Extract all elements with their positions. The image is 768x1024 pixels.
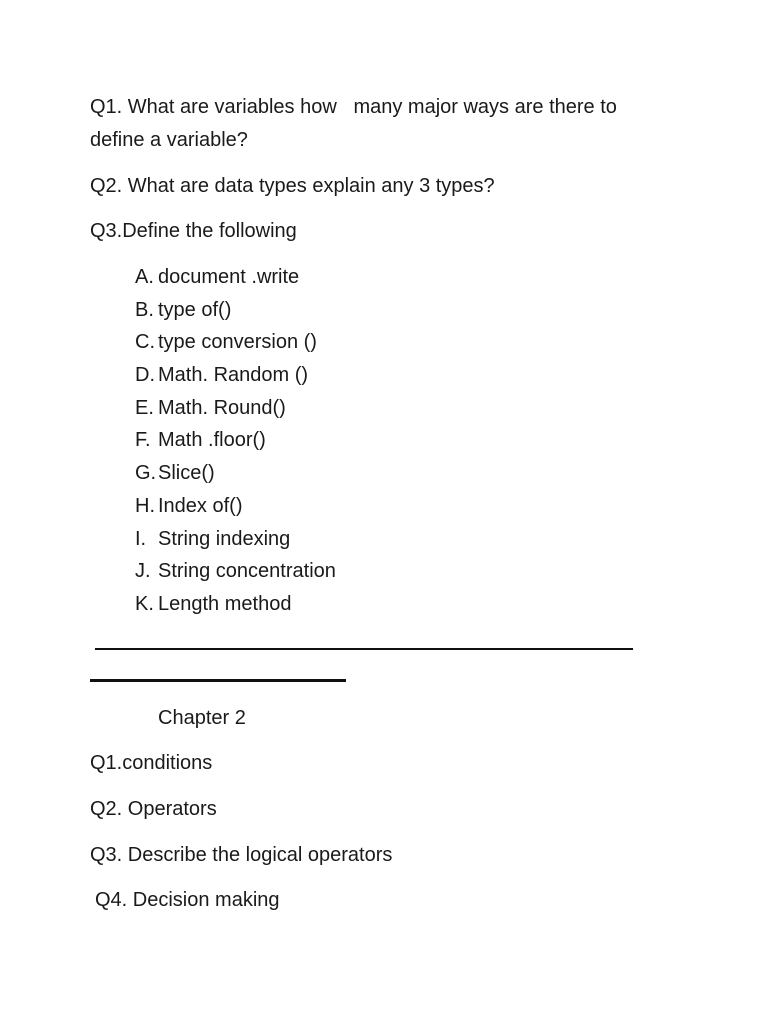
list-marker: E. [135, 396, 154, 419]
list-marker: H. [135, 494, 155, 517]
list-marker: A. [135, 266, 154, 288]
list-marker: K. [135, 592, 154, 615]
question-3: Q3.Define the following [90, 220, 297, 242]
list-marker: I. [135, 527, 147, 550]
list-marker: B. [135, 298, 154, 321]
list-item-text: Index of() [158, 494, 243, 517]
list-item-text: Math. Round() [158, 396, 286, 419]
list-item-text: Math. Random () [158, 364, 309, 387]
list-item-text: Math .floor() [158, 429, 266, 452]
list-item [135, 526, 336, 559]
chapter-2-question-3: Q3. Describe the logical operators [90, 844, 393, 866]
list-item-text: Length method [158, 592, 292, 615]
question-1-line-1: Q1. What are variables how many major ways are there to [90, 96, 617, 118]
list-item [135, 493, 336, 526]
list-item [135, 362, 336, 395]
chapter-2-question-1: Q1.conditions [90, 752, 213, 774]
chapter-2-question-2: Q2. Operators [90, 798, 217, 820]
chapter-2-question-4: Q4. Decision making [95, 889, 280, 911]
list-item [135, 558, 336, 591]
list-item [135, 329, 336, 362]
list-item-text: type conversion () [158, 331, 317, 354]
list-item-text: Slice() [158, 462, 215, 485]
question-1-line-2: define a variable? [90, 129, 248, 151]
divider-line-short [90, 679, 346, 682]
definition-list [135, 264, 336, 624]
list-item [135, 297, 336, 330]
question-2: Q2. What are data types explain any 3 types? [90, 175, 495, 197]
list-item [135, 264, 336, 297]
list-item-text: String concentration [158, 560, 336, 583]
list-item-text: document .write [158, 266, 300, 288]
list-item [135, 427, 336, 460]
chapter-heading: Chapter 2 [158, 707, 246, 729]
list-marker: D. [135, 364, 155, 387]
list-item-text: type of() [158, 298, 232, 321]
list-marker: F. [135, 429, 151, 452]
list-item [135, 460, 336, 493]
list-item [135, 395, 336, 428]
list-item [135, 591, 336, 624]
list-marker: C. [135, 331, 155, 354]
list-marker: G. [135, 462, 157, 485]
divider-line [95, 648, 633, 650]
list-item-text: String indexing [158, 527, 291, 550]
list-marker: J. [135, 560, 151, 583]
